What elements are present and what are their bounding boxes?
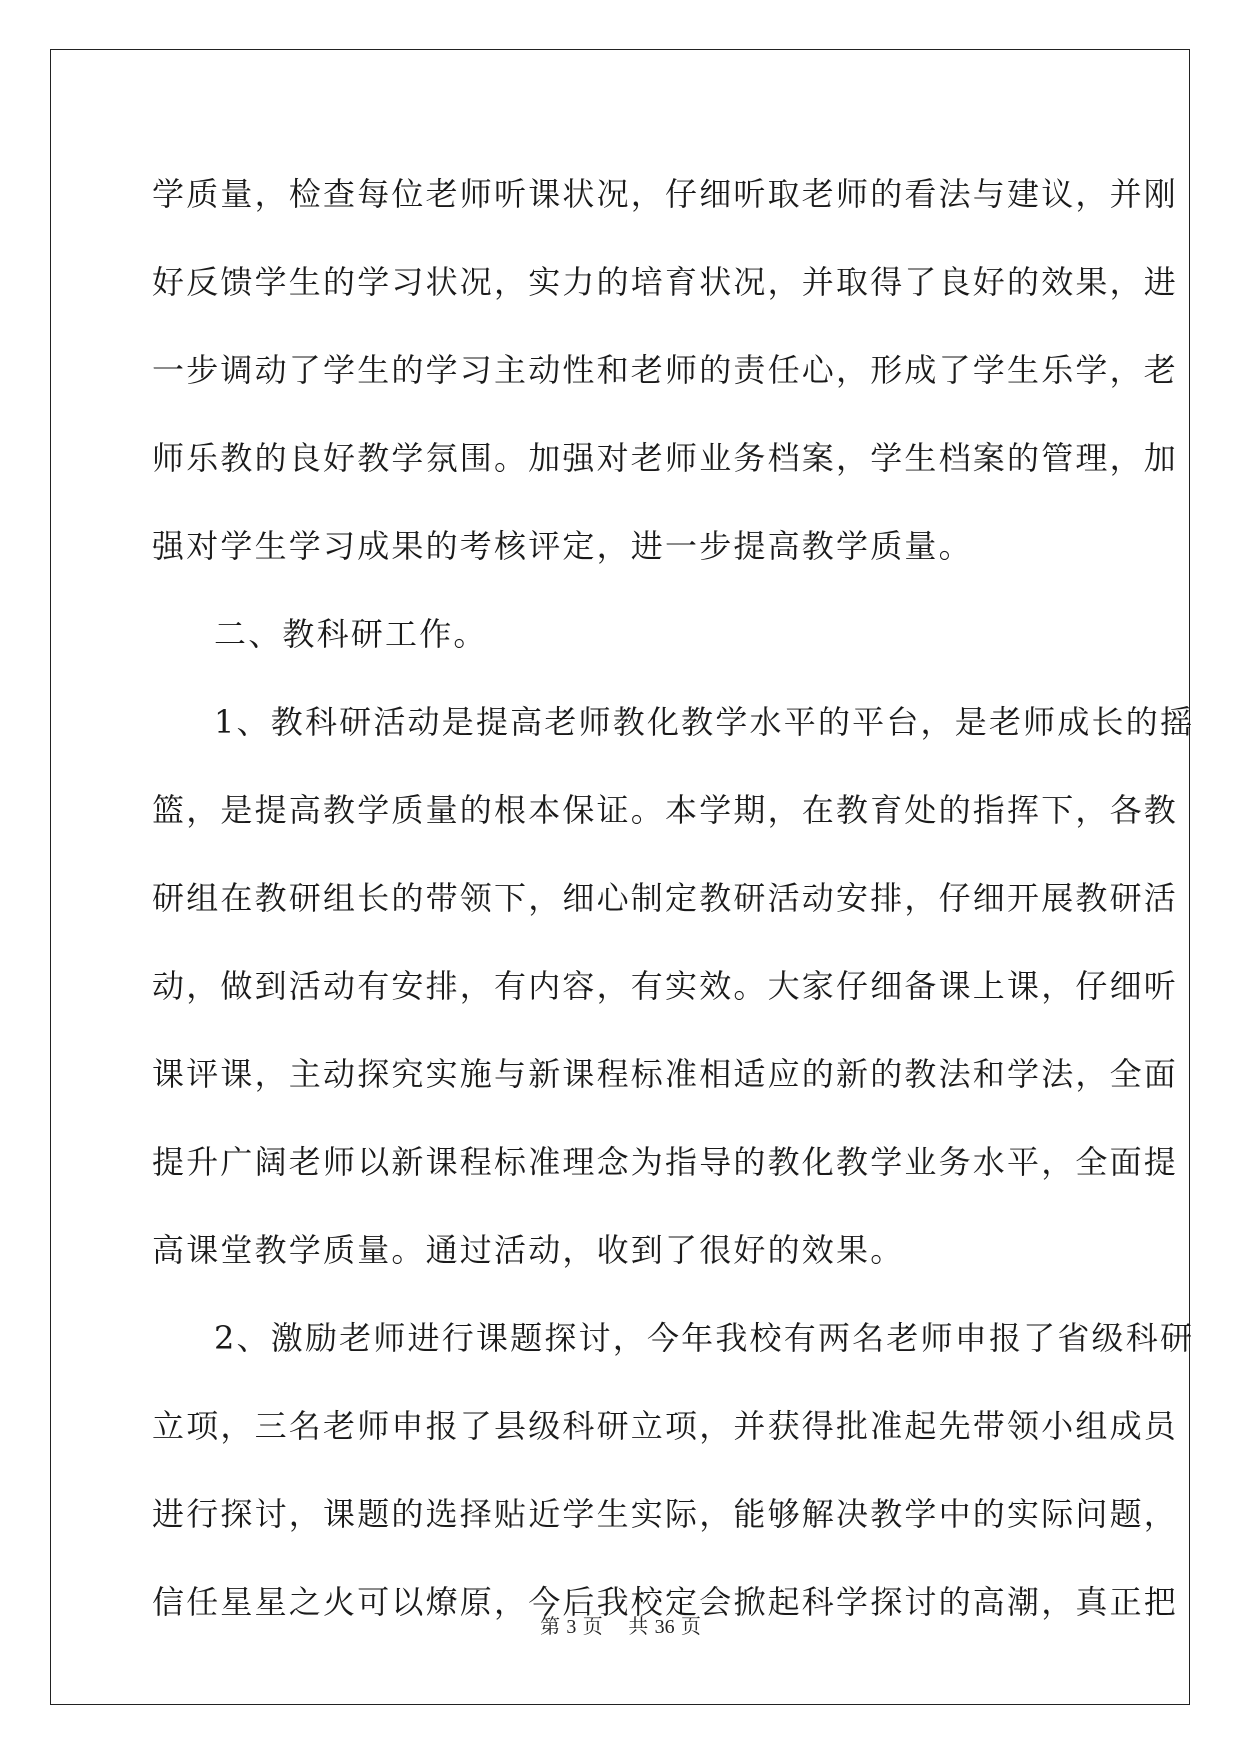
text-line: 师乐教的良好教学氛围。加强对老师业务档案，学生档案的管理，加: [152, 439, 1179, 477]
text-line: 课评课，主动探究实施与新课程标准相适应的新的教法和学法，全面: [152, 1055, 1179, 1093]
text-line: 好反馈学生的学习状况，实力的培育状况，并取得了良好的效果，进: [152, 263, 1179, 301]
page-prefix: 第: [540, 1614, 561, 1638]
page-number: 3: [566, 1616, 577, 1638]
paragraph-start: 2、激励老师进行课题探讨，今年我校有两名老师申报了省级科研: [214, 1319, 1195, 1357]
text-line: 一步调动了学生的学习主动性和老师的责任心，形成了学生乐学，老: [152, 351, 1179, 389]
document-body: [152, 150, 1195, 1646]
text-line: 提升广阔老师以新课程标准理念为指导的教化教学业务水平，全面提: [152, 1143, 1179, 1181]
total-suffix: 页: [680, 1614, 701, 1638]
text-line: 高课堂教学质量。通过活动，收到了很好的效果。: [152, 1231, 905, 1269]
text-line: 研组在教研组长的带领下，细心制定教研活动安排，仔细开展教研活: [152, 879, 1179, 917]
text-line: 动，做到活动有安排，有内容，有实效。大家仔细备课上课，仔细听: [152, 967, 1179, 1005]
total-prefix: 共: [628, 1614, 649, 1638]
text-line: 学质量，检查每位老师听课状况，仔细听取老师的看法与建议，并刚: [152, 175, 1179, 213]
text-line: 强对学生学习成果的考核评定，进一步提高教学质量。: [152, 527, 973, 565]
text-line: 篮，是提高教学质量的根本保证。本学期，在教育处的指挥下，各教: [152, 791, 1179, 829]
page-suffix: 页: [582, 1614, 603, 1638]
paragraph-start: 1、教科研活动是提高老师教化教学水平的平台，是老师成长的摇: [214, 703, 1195, 741]
text-line: 立项，三名老师申报了县级科研立项，并获得批准起先带领小组成员: [152, 1407, 1179, 1445]
text-line: 进行探讨，课题的选择贴近学生实际，能够解决教学中的实际问题，: [152, 1495, 1179, 1533]
text-line: 信任星星之火可以燎原，今后我校定会掀起科学探讨的高潮，真正把: [152, 1583, 1179, 1621]
page-footer: [0, 1610, 1241, 1639]
total-pages: 36: [654, 1616, 675, 1638]
section-heading: 二、教科研工作。: [214, 615, 488, 653]
